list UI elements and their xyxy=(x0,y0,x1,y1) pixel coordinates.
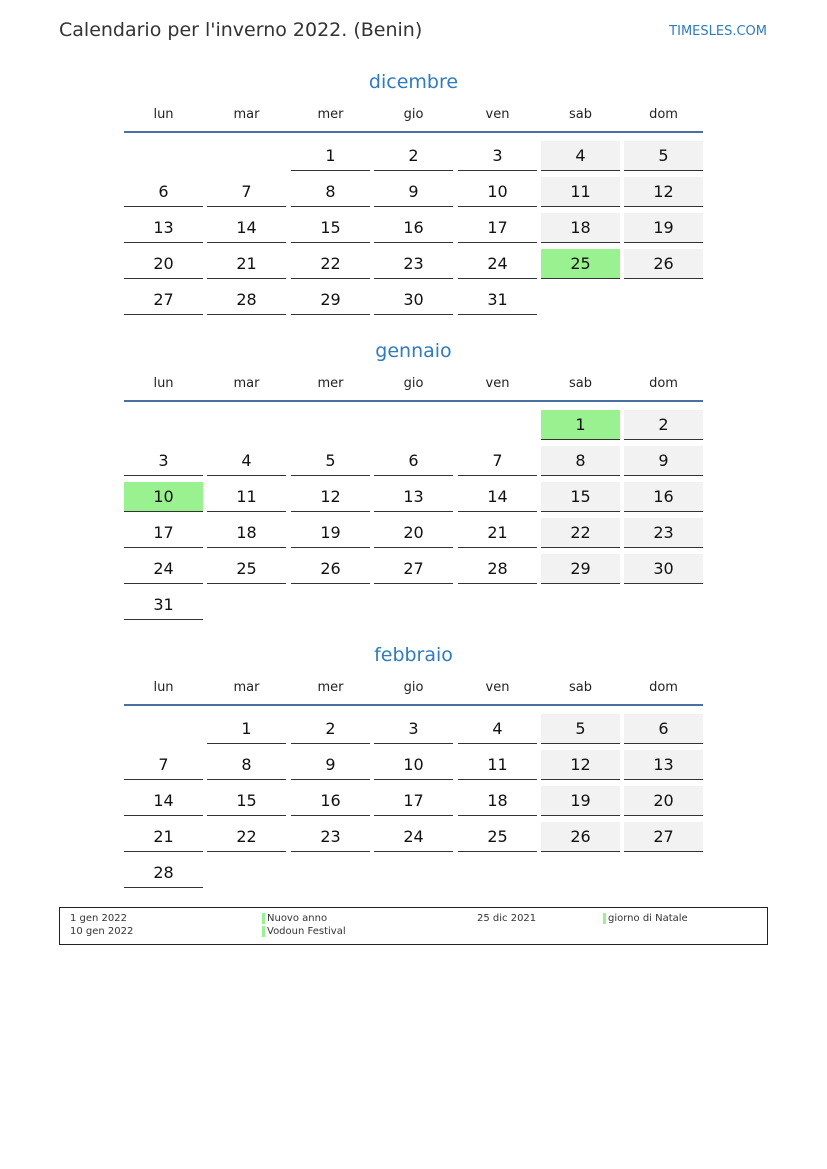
day-cell: 21 xyxy=(207,249,286,279)
legend-holiday-label: Nuovo anno xyxy=(267,913,328,924)
day-cell: 29 xyxy=(541,554,620,584)
day-cell: 6 xyxy=(124,177,203,207)
day-cell: 30 xyxy=(374,285,453,315)
weekday-ven: ven xyxy=(485,376,510,391)
day-cell: 3 xyxy=(124,446,203,476)
day-cell: 23 xyxy=(624,518,703,548)
day-cell: 27 xyxy=(124,285,203,315)
holiday-day-cell: 10 xyxy=(124,482,203,512)
day-cell: 12 xyxy=(541,750,620,780)
day-cell: 2 xyxy=(291,714,370,744)
day-cell: 29 xyxy=(291,285,370,315)
day-cell: 7 xyxy=(207,177,286,207)
day-cell: 17 xyxy=(374,786,453,816)
day-cell: 16 xyxy=(291,786,370,816)
day-cell: 8 xyxy=(207,750,286,780)
day-cell: 9 xyxy=(374,177,453,207)
day-cell: 4 xyxy=(207,446,286,476)
day-cell: 3 xyxy=(374,714,453,744)
day-cell: 31 xyxy=(458,285,537,315)
weekday-header xyxy=(124,680,703,706)
holiday-day-cell: 25 xyxy=(541,249,620,279)
day-cell: 3 xyxy=(458,141,537,171)
day-cell: 28 xyxy=(207,285,286,315)
weekday-mer: mer xyxy=(317,376,344,391)
day-cell: 6 xyxy=(374,446,453,476)
day-cell: 17 xyxy=(124,518,203,548)
day-cell: 4 xyxy=(541,141,620,171)
day-cell: 23 xyxy=(291,822,370,852)
weekday-sab: sab xyxy=(569,680,592,695)
month-gennaio xyxy=(124,339,703,614)
day-cell: 13 xyxy=(624,750,703,780)
weekday-gio: gio xyxy=(403,107,424,122)
day-cell: 15 xyxy=(291,213,370,243)
day-cell: 22 xyxy=(207,822,286,852)
day-cell: 18 xyxy=(458,786,537,816)
legend-holiday-name xyxy=(262,925,346,938)
day-cell: 15 xyxy=(207,786,286,816)
day-cell: 21 xyxy=(124,822,203,852)
weekday-mer: mer xyxy=(317,680,344,695)
day-cell: 1 xyxy=(291,141,370,171)
day-cell: 9 xyxy=(624,446,703,476)
day-cell: 25 xyxy=(207,554,286,584)
weekday-mar: mar xyxy=(233,376,260,391)
day-cell: 2 xyxy=(374,141,453,171)
day-cell: 24 xyxy=(458,249,537,279)
day-cell: 5 xyxy=(541,714,620,744)
holiday-color-swatch xyxy=(262,913,265,924)
holiday-day-cell: 1 xyxy=(541,410,620,440)
day-cell: 14 xyxy=(124,786,203,816)
day-cell: 7 xyxy=(458,446,537,476)
day-cell: 27 xyxy=(374,554,453,584)
weekday-ven: ven xyxy=(485,680,510,695)
day-cell: 14 xyxy=(458,482,537,512)
weekday-dom: dom xyxy=(649,680,678,695)
day-cell: 21 xyxy=(458,518,537,548)
legend-date: 10 gen 2022 xyxy=(70,926,134,937)
month-name: gennaio xyxy=(375,340,452,362)
day-cell: 18 xyxy=(207,518,286,548)
day-cell: 2 xyxy=(624,410,703,440)
day-cell: 7 xyxy=(124,750,203,780)
day-cell: 24 xyxy=(374,822,453,852)
day-cell: 30 xyxy=(624,554,703,584)
holiday-color-swatch xyxy=(603,913,606,924)
weekday-sab: sab xyxy=(569,376,592,391)
day-cell: 10 xyxy=(458,177,537,207)
legend-row xyxy=(60,912,767,925)
day-cell: 11 xyxy=(541,177,620,207)
day-cell: 16 xyxy=(374,213,453,243)
day-cell: 20 xyxy=(374,518,453,548)
site-link[interactable]: TIMESLES.COM xyxy=(669,24,767,39)
weekday-ven: ven xyxy=(485,107,510,122)
day-cell: 14 xyxy=(207,213,286,243)
day-cell: 5 xyxy=(624,141,703,171)
day-cell: 4 xyxy=(458,714,537,744)
holiday-legend xyxy=(59,907,768,945)
day-cell: 31 xyxy=(124,590,203,620)
day-cell: 8 xyxy=(291,177,370,207)
day-cell: 11 xyxy=(207,482,286,512)
day-cell: 17 xyxy=(458,213,537,243)
day-cell: 28 xyxy=(124,858,203,888)
weekday-lun: lun xyxy=(153,107,174,122)
day-cell: 27 xyxy=(624,822,703,852)
day-cell: 20 xyxy=(624,786,703,816)
day-cell: 11 xyxy=(458,750,537,780)
month-name: febbraio xyxy=(374,644,453,666)
day-cell: 23 xyxy=(374,249,453,279)
legend-holiday-label: giorno di Natale xyxy=(608,913,688,924)
day-cell: 22 xyxy=(291,249,370,279)
day-cell: 5 xyxy=(291,446,370,476)
day-cell: 28 xyxy=(458,554,537,584)
day-cell: 13 xyxy=(124,213,203,243)
day-cell: 22 xyxy=(541,518,620,548)
page-title: Calendario per l'inverno 2022. (Benin) xyxy=(59,19,423,41)
month-name: dicembre xyxy=(368,71,459,93)
day-cell: 1 xyxy=(207,714,286,744)
day-cell: 6 xyxy=(624,714,703,744)
month-febbraio xyxy=(124,643,703,882)
day-cell: 25 xyxy=(458,822,537,852)
weekday-header xyxy=(124,107,703,133)
day-cell: 12 xyxy=(291,482,370,512)
day-cell: 12 xyxy=(624,177,703,207)
weekday-gio: gio xyxy=(403,680,424,695)
legend-holiday-label: Vodoun Festival xyxy=(267,926,346,937)
day-cell: 24 xyxy=(124,554,203,584)
day-cell: 8 xyxy=(541,446,620,476)
day-cell: 19 xyxy=(624,213,703,243)
weekday-gio: gio xyxy=(403,376,424,391)
day-cell: 20 xyxy=(124,249,203,279)
legend-row xyxy=(60,925,767,938)
weekday-dom: dom xyxy=(649,376,678,391)
day-cell: 26 xyxy=(624,249,703,279)
day-cell: 9 xyxy=(291,750,370,780)
weekday-mar: mar xyxy=(233,107,260,122)
day-cell: 16 xyxy=(624,482,703,512)
weekday-header xyxy=(124,376,703,402)
weekday-dom: dom xyxy=(649,107,678,122)
legend-holiday-name xyxy=(262,912,327,925)
weekday-lun: lun xyxy=(153,376,174,391)
weekday-lun: lun xyxy=(153,680,174,695)
legend-date: 1 gen 2022 xyxy=(70,913,128,924)
legend-holiday-name xyxy=(603,912,688,925)
weekday-mer: mer xyxy=(317,107,344,122)
day-cell: 13 xyxy=(374,482,453,512)
day-cell: 19 xyxy=(291,518,370,548)
legend-date: 25 dic 2021 xyxy=(477,913,537,924)
day-cell: 10 xyxy=(374,750,453,780)
day-cell: 26 xyxy=(291,554,370,584)
day-cell: 18 xyxy=(541,213,620,243)
weekday-mar: mar xyxy=(233,680,260,695)
day-cell: 26 xyxy=(541,822,620,852)
day-cell: 19 xyxy=(541,786,620,816)
month-dicembre xyxy=(124,70,703,309)
holiday-color-swatch xyxy=(262,926,265,937)
day-cell: 15 xyxy=(541,482,620,512)
weekday-sab: sab xyxy=(569,107,592,122)
